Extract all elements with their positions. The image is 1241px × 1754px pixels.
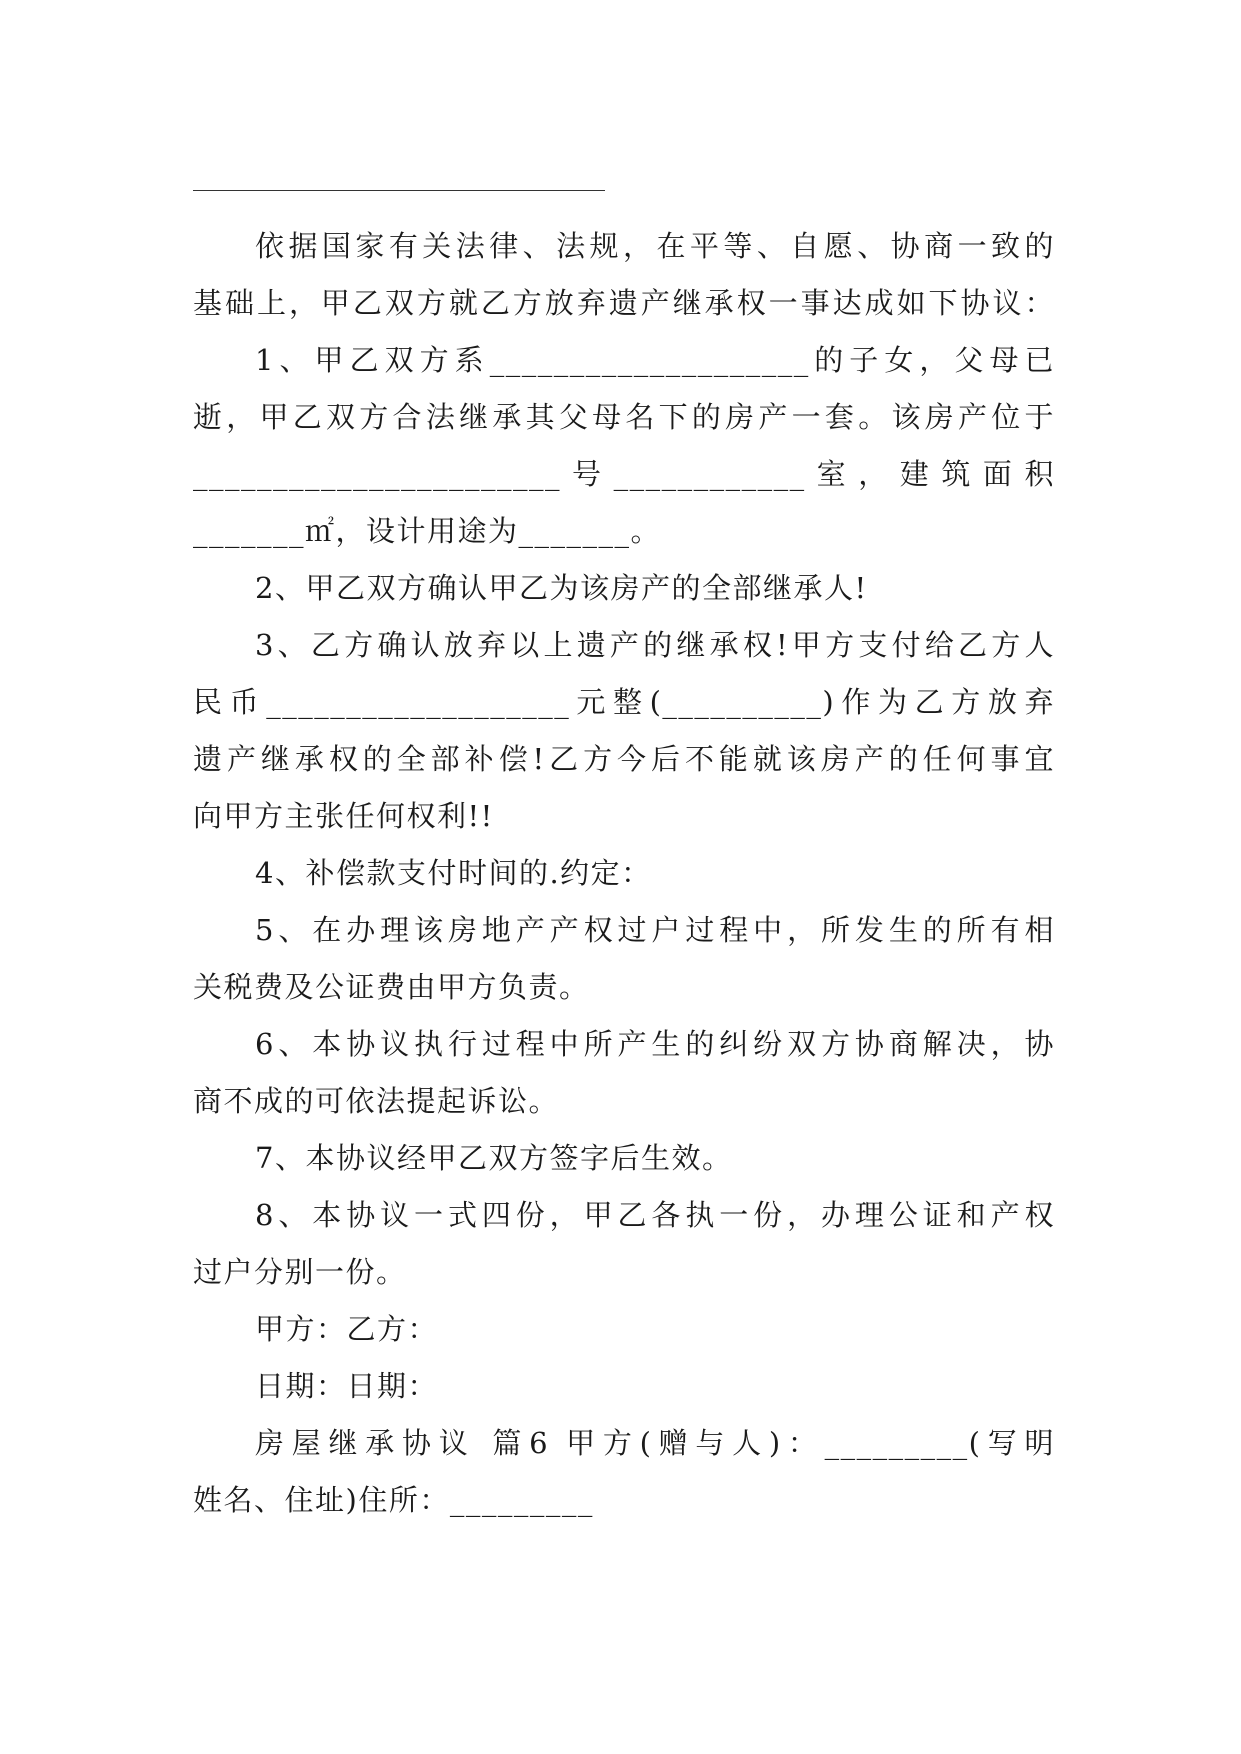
clause-2: 2、甲乙双方确认甲乙为该房产的全部继承人! xyxy=(255,571,868,605)
clause-7: 7、本协议经甲乙双方签字后生效。 xyxy=(255,1141,733,1175)
next-agreement-heading-line-2: 姓名、住址)住所：_________ xyxy=(193,1483,594,1517)
paragraph-intro-line-1: 依据国家有关法律、法规，在平等、自愿、协商一致的 xyxy=(255,229,1055,263)
clause-3-line-1: 3、乙方确认放弃以上遗产的继承权!甲方支付给乙方人 xyxy=(255,628,1055,662)
clause-1-line-2: 逝，甲乙双方合法继承其父母名下的房产一套。该房产位于 xyxy=(193,400,1055,434)
clause-5-line-2: 关税费及公证费由甲方负责。 xyxy=(193,970,590,1004)
clause-1-line-4: _______㎡，设计用途为_______。 xyxy=(193,514,662,548)
clause-3-line-4: 向甲方主张任何权利!! xyxy=(193,799,494,833)
signature-parties: 甲方：乙方： xyxy=(255,1312,439,1346)
clause-3-line-2: 民币___________________元整(__________)作为乙方放弃 xyxy=(193,685,1055,719)
paragraph-intro-line-2: 基础上，甲乙双方就乙方放弃遗产继承权一事达成如下协议： xyxy=(193,286,1055,320)
clause-5-line-1: 5、在办理该房地产产权过户过程中，所发生的所有相 xyxy=(255,913,1055,947)
clause-8-line-2: 过户分别一份。 xyxy=(193,1255,407,1289)
clause-6-line-1: 6、本协议执行过程中所产生的纠纷双方协商解决，协 xyxy=(255,1027,1055,1061)
clause-1-line-1: 1、甲乙双方系____________________的子女，父母已 xyxy=(255,343,1055,377)
clause-8-line-1: 8、本协议一式四份，甲乙各执一份，办理公证和产权 xyxy=(255,1198,1055,1232)
clause-3-line-3: 遗产继承权的全部补偿!乙方今后不能就该房产的任何事宜 xyxy=(193,742,1055,776)
next-agreement-heading-line-1: 房屋继承协议 篇6 甲方(赠与人)：_________(写明 xyxy=(255,1426,1055,1460)
clause-1-line-3: _______________________号____________室，建筑面积 xyxy=(193,457,1055,491)
clause-4: 4、补偿款支付时间的.约定： xyxy=(255,856,652,890)
clause-6-line-2: 商不成的可依法提起诉讼。 xyxy=(193,1084,560,1118)
signature-dates: 日期：日期： xyxy=(255,1369,439,1403)
top-divider-rule xyxy=(193,190,605,191)
